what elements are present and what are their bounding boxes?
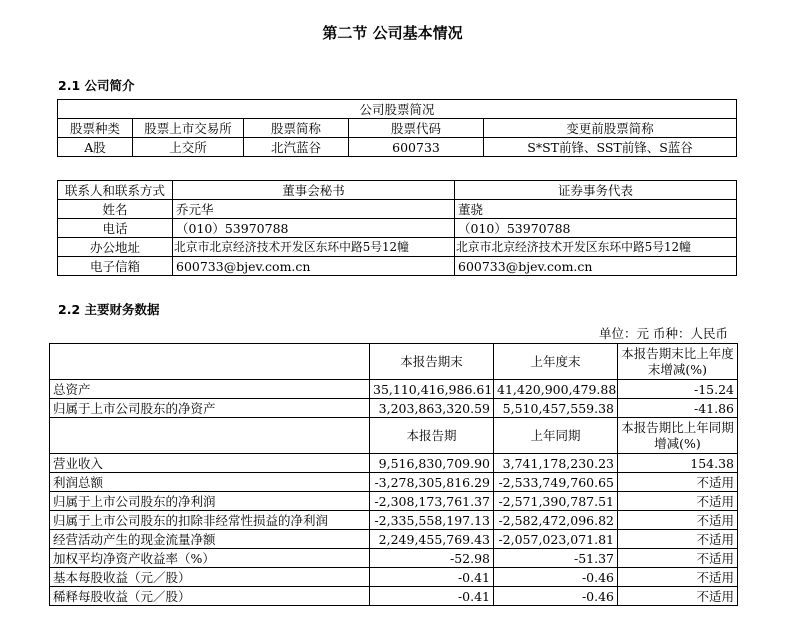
table-row — [58, 257, 737, 276]
table-cell: -41.86 — [618, 399, 738, 418]
table-cell: -52.98 — [370, 549, 494, 568]
table-row — [50, 549, 738, 568]
stock-table-caption: 公司股票简况 — [58, 100, 737, 119]
table-cell: A股 — [58, 138, 133, 157]
table-row — [58, 238, 737, 257]
header-cell: 股票上市交易所 — [133, 119, 244, 138]
table-cell: 北京市北京经济技术开发区东环中路5号12幢 — [173, 238, 455, 257]
table-cell: -0.46 — [494, 587, 618, 606]
table-cell: 不适用 — [618, 473, 738, 492]
header-cell: 本报告期 — [370, 418, 494, 454]
header-cell: 上年度末 — [494, 344, 618, 380]
table-cell: 不适用 — [618, 568, 738, 587]
table-cell: -2,533,749,760.65 — [494, 473, 618, 492]
table-row — [50, 568, 738, 587]
table-cell: 北汽蓝谷 — [244, 138, 349, 157]
table-cell: -15.24 — [618, 380, 738, 399]
header-cell — [50, 344, 370, 380]
table-cell: 董骁 — [455, 200, 737, 219]
table-row — [58, 181, 737, 200]
table-row — [50, 399, 738, 418]
row-label: 加权平均净资产收益率（%） — [50, 549, 370, 568]
table-cell: 3,741,178,230.23 — [494, 454, 618, 473]
section-heading-company-profile: 2.1 公司简介 — [58, 78, 135, 93]
stock-table — [57, 99, 737, 157]
table-cell: 154.38 — [618, 454, 738, 473]
table-cell: 不适用 — [618, 492, 738, 511]
row-label: 办公地址 — [58, 238, 173, 257]
row-label: 经营活动产生的现金流量净额 — [50, 530, 370, 549]
table-row — [50, 530, 738, 549]
row-label: 利润总额 — [50, 473, 370, 492]
table-row — [50, 511, 738, 530]
table-cell: -0.46 — [494, 568, 618, 587]
table-cell: 乔元华 — [173, 200, 455, 219]
table-cell: 600733@bjev.com.cn — [173, 257, 455, 276]
header-cell: 本报告期比上年同期增减(%) — [618, 418, 738, 454]
header-cell: 本报告期末 — [370, 344, 494, 380]
page-title: 第二节 公司基本情况 — [322, 24, 463, 42]
table-cell: 2,249,455,769.43 — [370, 530, 494, 549]
table-cell: （010）53970788 — [173, 219, 455, 238]
unit-note: 单位：元 币种：人民币 — [599, 326, 728, 341]
table-cell: 上交所 — [133, 138, 244, 157]
table-cell: -3,278,305,816.29 — [370, 473, 494, 492]
table-cell: -2,582,472,096.82 — [494, 511, 618, 530]
section-heading-financial-data: 2.2 主要财务数据 — [58, 302, 160, 317]
header-cell: 证券事务代表 — [455, 181, 737, 200]
table-cell: 北京市北京经济技术开发区东环中路5号12幢 — [455, 238, 737, 257]
header-cell — [50, 418, 370, 454]
table-row — [50, 454, 738, 473]
header-cell: 上年同期 — [494, 418, 618, 454]
row-label: 基本每股收益（元／股） — [50, 568, 370, 587]
row-label: 电话 — [58, 219, 173, 238]
table-row — [50, 344, 738, 380]
table-cell: -51.37 — [494, 549, 618, 568]
table-cell: -0.41 — [370, 568, 494, 587]
financial-table — [49, 343, 738, 606]
row-label: 营业收入 — [50, 454, 370, 473]
header-cell: 联系人和联系方式 — [58, 181, 173, 200]
table-cell: （010）53970788 — [455, 219, 737, 238]
row-label: 姓名 — [58, 200, 173, 219]
header-cell: 本报告期末比上年度末增减(%) — [618, 344, 738, 380]
table-cell: -2,308,173,761.37 — [370, 492, 494, 511]
table-cell: 9,516,830,709.90 — [370, 454, 494, 473]
row-label: 总资产 — [50, 380, 370, 399]
header-cell: 股票种类 — [58, 119, 133, 138]
table-cell: 不适用 — [618, 549, 738, 568]
header-cell: 变更前股票简称 — [484, 119, 737, 138]
table-row — [50, 492, 738, 511]
row-label: 归属于上市公司股东的扣除非经常性损益的净利润 — [50, 511, 370, 530]
table-row — [58, 200, 737, 219]
contact-table — [57, 180, 737, 276]
header-cell: 股票代码 — [349, 119, 484, 138]
table-cell: 600733@bjev.com.cn — [455, 257, 737, 276]
table-cell: 600733 — [349, 138, 484, 157]
table-cell: 3,203,863,320.59 — [370, 399, 494, 418]
row-label: 归属于上市公司股东的净资产 — [50, 399, 370, 418]
table-row — [58, 119, 737, 138]
table-row — [50, 418, 738, 454]
row-label: 稀释每股收益（元／股） — [50, 587, 370, 606]
table-cell: 不适用 — [618, 587, 738, 606]
table-cell: S*ST前锋、SST前锋、S蓝谷 — [484, 138, 737, 157]
row-label: 归属于上市公司股东的净利润 — [50, 492, 370, 511]
table-row — [50, 587, 738, 606]
table-row — [58, 138, 737, 157]
table-cell: 不适用 — [618, 530, 738, 549]
row-label: 电子信箱 — [58, 257, 173, 276]
header-cell: 董事会秘书 — [173, 181, 455, 200]
table-cell: 不适用 — [618, 511, 738, 530]
table-cell: -2,057,023,071.81 — [494, 530, 618, 549]
table-cell: 41,420,900,479.88 — [494, 380, 618, 399]
table-cell: -2,571,390,787.51 — [494, 492, 618, 511]
table-cell: 35,110,416,986.61 — [370, 380, 494, 399]
table-cell: -2,335,558,197.13 — [370, 511, 494, 530]
table-row — [50, 473, 738, 492]
table-row — [50, 380, 738, 399]
header-cell: 股票简称 — [244, 119, 349, 138]
table-row — [58, 219, 737, 238]
table-cell: 5,510,457,559.38 — [494, 399, 618, 418]
table-cell: -0.41 — [370, 587, 494, 606]
